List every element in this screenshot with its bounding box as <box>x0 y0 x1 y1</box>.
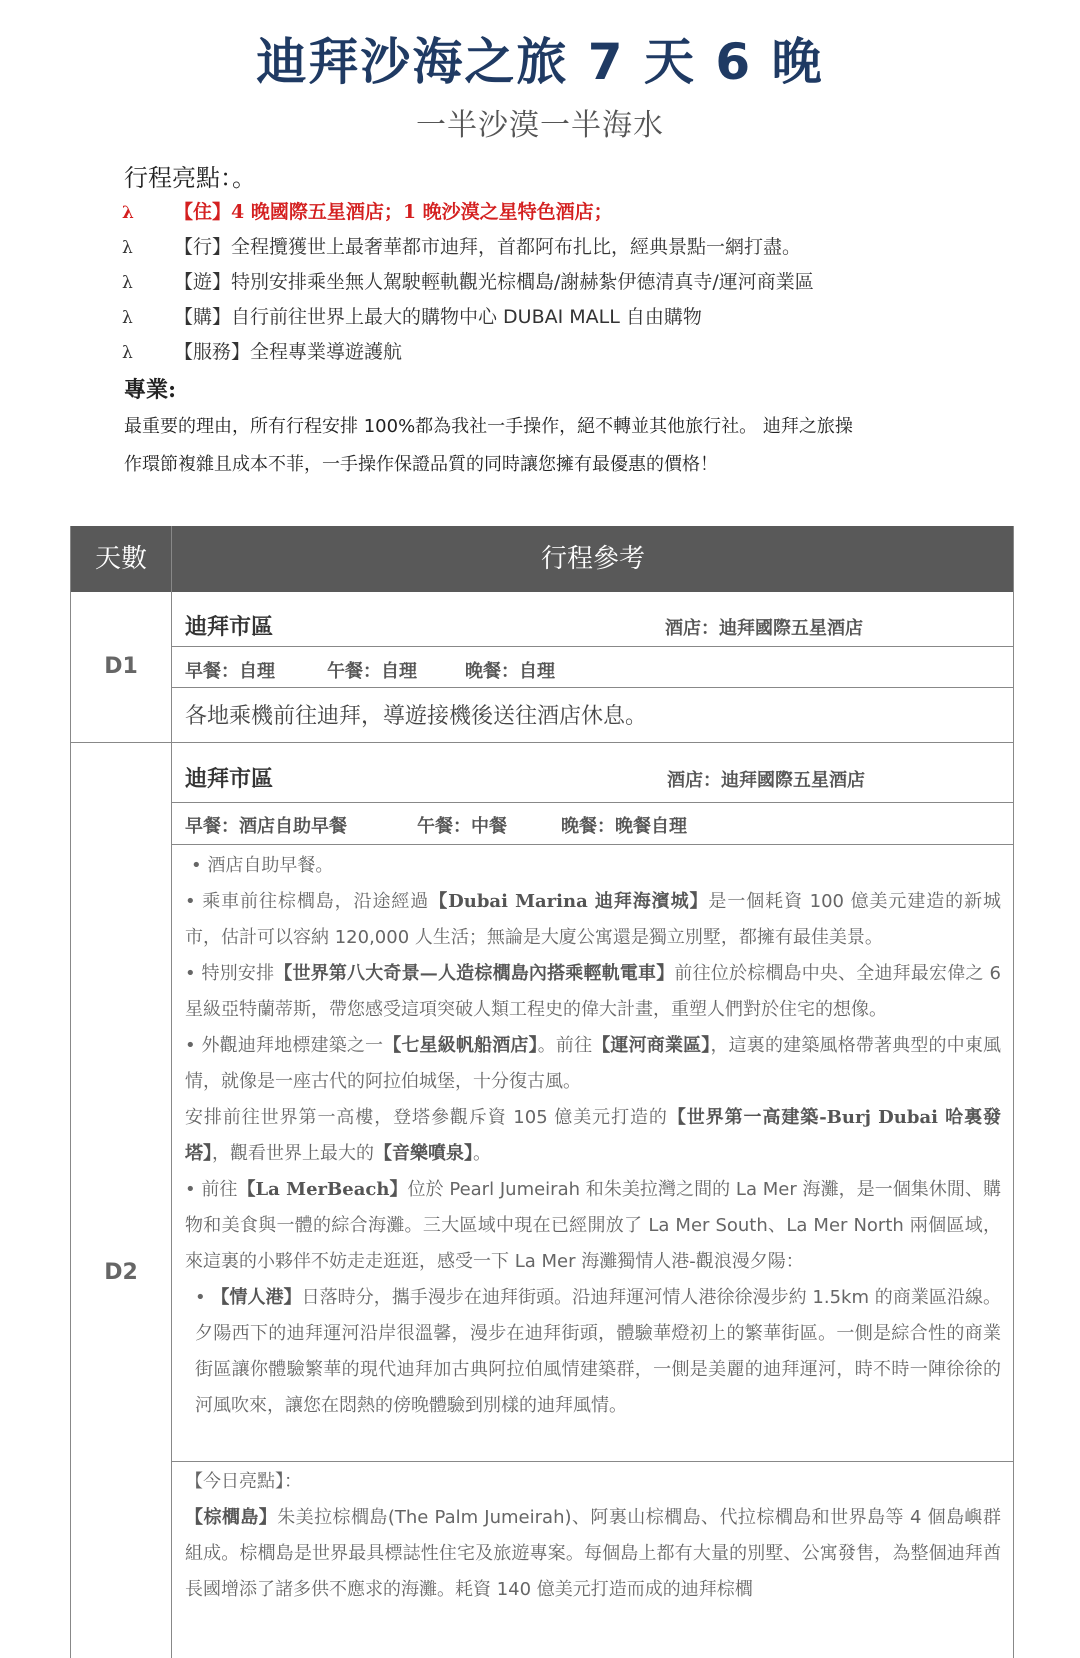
itinerary-paragraph: • 【情人港】日落時分，攜手漫步在迪拜街頭。沿迪拜運河情人港徐徐漫步約 1.5km 的商業區沿線。夕陽西下的迪拜運河沿岸很溫馨，漫步在迪拜街頭，體驗華燈初上的繁華街區。一側是綜合性的商業街區讓你體驗繁華的現代迪拜加古典阿拉伯風情建築群，一側是美麗的迪拜運河，時不時一陣徐徐的河風吹來，讓您在悶熱的傍晚體驗到別樣的迪拜風情。 <box>195 1287 1002 1416</box>
d2-lunch: 午餐：中餐 <box>417 816 507 837</box>
itinerary-paragraph: • 特別安排【世界第八大奇景—人造棕櫚島內搭乘輕軌電車】前往位於棕櫚島中央、全迪拜最宏偉之 6 星級亞特蘭蒂斯，帶您感受這項突破人類工程史的偉大計畫，重塑人們對於住宅的想像。 <box>185 963 1001 1020</box>
itinerary-paragraph: • 外觀迪拜地標建築之一【七星級帆船酒店】。前往【運河商業區】，這裏的建築風格帶著典型的中東風情，就像是一座古代的阿拉伯城堡，十分復古風。 <box>185 1035 1002 1092</box>
d1-lunch: 午餐：自理 <box>327 661 417 682</box>
highlight-text: 【行】全程攬獲世上最奢華都市迪拜，首都阿布扎比，經典景點一網打盡。 <box>174 236 802 258</box>
row-divider <box>171 802 1013 803</box>
row-divider <box>71 742 1013 743</box>
bullet-icon: λ <box>122 238 133 258</box>
professional-line: 作環節複雜且成本不菲，一手操作保證品質的同時讓您擁有最優惠的價格！ <box>124 454 718 475</box>
itinerary-paragraph: • 前往【La MerBeach】位於 Pearl Jumeirah 和朱美拉灣之間的 La Mer 海灘，是一個集休閒、購物和美食與一體的綜合海灘。三大區域中現在已經開放了 La Mer South、La Mer North 兩個區域，來這裏的小夥伴不妨走走逛逛，感受一下 La Mer 海灘獨情人港-觀浪漫夕陽： <box>185 1179 1001 1272</box>
bullet-icon: λ <box>122 343 133 363</box>
professional-heading: 專業: <box>124 377 177 403</box>
d2-itinerary-body <box>185 848 1001 1424</box>
itinerary-table <box>70 526 1014 1658</box>
row-divider <box>171 1461 1013 1462</box>
row-divider <box>171 844 1013 845</box>
table-header <box>71 526 1013 592</box>
row-divider <box>171 646 1013 647</box>
highlight-text: 【遊】特別安排乘坐無人駕駛輕軌觀光棕櫚島/謝赫紮伊德清真寺/運河商業區 <box>174 271 814 293</box>
bullet-icon: λ <box>122 273 133 293</box>
bullet-icon: λ <box>122 308 133 328</box>
professional-text <box>124 408 964 484</box>
page-title: 迪拜沙海之旅 7 天 6 晚 <box>256 33 824 91</box>
d2-today-highlights <box>185 1464 1001 1608</box>
itinerary-paragraph: • 酒店自助早餐。 <box>191 855 334 876</box>
today-highlights-heading: 【今日亮點】： <box>185 1471 302 1492</box>
d2-city: 迪拜市區 <box>185 766 274 792</box>
d1-city: 迪拜市區 <box>185 614 274 640</box>
day-label-d1: D1 <box>104 654 138 679</box>
d1-breakfast: 早餐：自理 <box>185 661 275 682</box>
today-highlights-text: 【棕櫚島】朱美拉棕櫚島(The Palm Jumeirah)、阿裏山棕櫚島、代拉棕櫚島和世界島等 4 個島嶼群組成。棕櫚島是世界最具標誌性住宅及旅遊專案。每個島上都有大量的別墅、公寓發售，為整個迪拜酋長國增添了諸多供不應求的海灘。耗資 140 億美元打造而成的迪拜棕櫚 <box>185 1507 1002 1600</box>
d2-meals <box>185 812 687 838</box>
itinerary-paragraph: • 乘車前往棕櫚島，沿途經過【Dubai Marina 迪拜海濱城】是一個耗資 100 億美元建造的新城市，估計可以容納 120,000 人生活；無論是大廈公寓還是獨立別墅，都擁有最佳美景。 <box>185 891 1001 948</box>
list-item <box>122 230 1002 265</box>
d2-hotel: 酒店：迪拜國際五星酒店 <box>667 770 865 791</box>
d1-meals <box>185 657 555 683</box>
highlights-list <box>122 195 1002 370</box>
d1-dinner: 晚餐：自理 <box>465 661 555 682</box>
itinerary-paragraph: 安排前往世界第一高樓，登塔參觀斥資 105 億美元打造的【世界第一高建築-Burj Dubai 哈裏發塔】，觀看世界上最大的【音樂噴泉】。 <box>185 1107 1001 1164</box>
highlight-text: 【服務】全程專業導遊護航 <box>174 341 403 363</box>
list-item <box>122 335 1002 370</box>
highlights-heading: 行程亮點：。 <box>124 164 256 192</box>
column-header-day: 天數 <box>94 544 147 574</box>
d2-breakfast: 早餐：酒店自助早餐 <box>185 816 347 837</box>
highlight-text: 【購】自行前往世界上最大的購物中心 DUBAI MALL 自由購物 <box>174 306 702 328</box>
bullet-icon: λ <box>122 203 134 223</box>
d2-dinner: 晚餐：晚餐自理 <box>561 816 687 837</box>
row-divider <box>171 687 1013 688</box>
page-subtitle: 一半沙漠一半海水 <box>416 108 664 143</box>
d1-description: 各地乘機前往迪拜，導遊接機後送往酒店休息。 <box>185 704 648 729</box>
day-label-d2: D2 <box>104 1260 138 1285</box>
professional-line: 最重要的理由，所有行程安排 100%都為我社一手操作，絕不轉並其他旅行社。 迪拜之旅操 <box>124 416 853 437</box>
list-item <box>122 300 1002 335</box>
list-item <box>122 265 1002 300</box>
d1-hotel: 酒店：迪拜國際五星酒店 <box>665 618 863 639</box>
column-header-plan: 行程參考 <box>171 526 1014 592</box>
column-divider <box>171 592 172 1658</box>
list-item <box>122 195 1002 230</box>
highlight-text: 【住】4 晚國際五星酒店；1 晚沙漠之星特色酒店； <box>174 201 613 223</box>
